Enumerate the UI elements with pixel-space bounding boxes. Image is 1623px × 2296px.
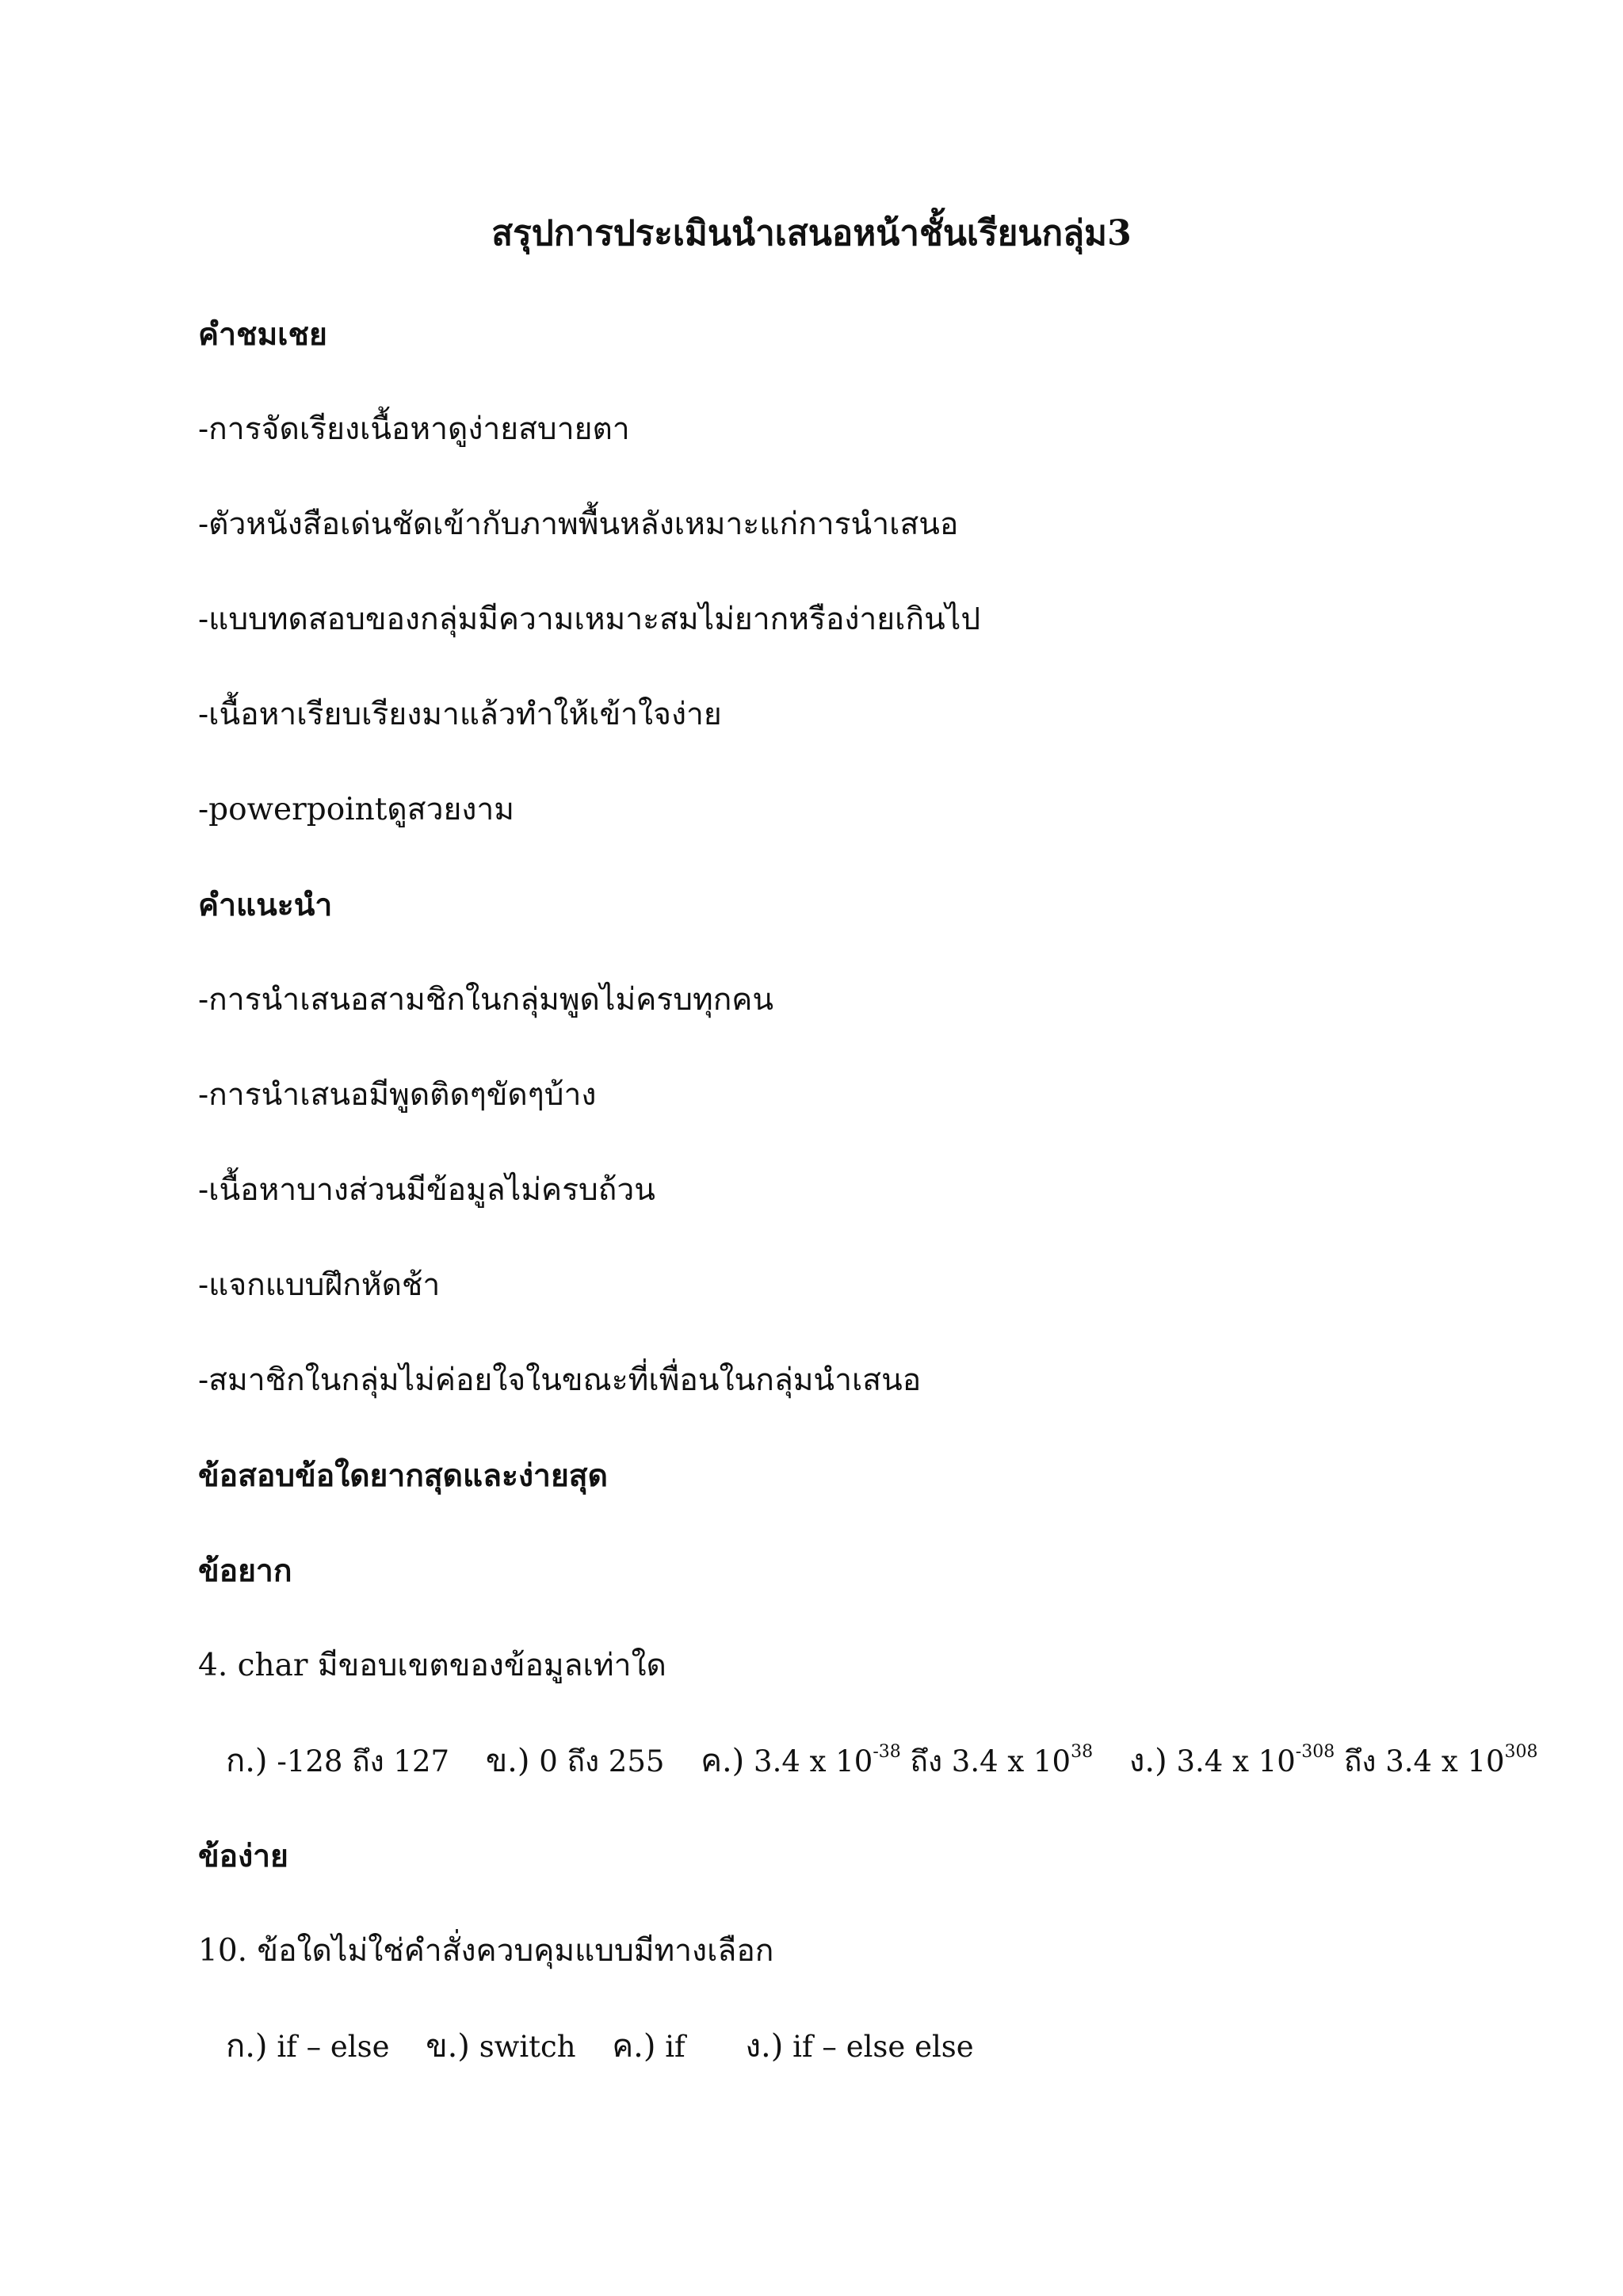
hard-question-label: ข้อยาก (198, 1553, 292, 1589)
choice-letter: ข.) (426, 2028, 470, 2065)
suggestion-item: -การนำเสนอสามชิกในกลุ่มพูดไม่ครบทุกคน (198, 982, 774, 1018)
praise-item: -การจัดเรียงเนื้อหาดูง่ายสบายตา (198, 411, 630, 447)
choice-base: 3.4 x 10 (1176, 1744, 1296, 1778)
choice-d (1129, 1742, 1538, 1781)
choice-letter: ก.) (226, 1743, 268, 1779)
choice-exponent: -38 (873, 1742, 901, 1762)
choice-text: if – else (277, 2030, 390, 2064)
choice-text: switch (479, 2030, 576, 2064)
choice-exponent: 308 (1504, 1742, 1538, 1762)
choice-letter: ค.) (701, 1743, 745, 1779)
choice-letter: ข.) (485, 1743, 530, 1779)
praise-item: -powerpointดูสวยงาม (198, 792, 514, 827)
choice-mid: ถึง 3.4 x 10 (900, 1744, 1071, 1778)
suggestion-item: -การนำเสนอมีพูดติดๆขัดๆบ้าง (198, 1077, 597, 1113)
choice-exponent: -308 (1295, 1742, 1335, 1762)
choice-mid: ถึง 3.4 x 10 (1335, 1744, 1505, 1778)
praise-item: -ตัวหนังสือเด่นชัดเข้ากับภาพพื้นหลังเหมาะแก่การนำเสนอ (198, 506, 959, 542)
choice-letter: ง.) (745, 2028, 784, 2065)
choice-letter: ก.) (226, 2028, 268, 2065)
choice-base: 3.4 x 10 (754, 1744, 873, 1778)
choice-a (226, 2027, 389, 2066)
easy-question: 10. ข้อใดไม่ใช่คำสั่งควบคุมแบบมีทางเลือก (198, 1933, 774, 1969)
suggestion-item: -แจกแบบฝึกหัดช้า (198, 1267, 441, 1303)
choice-text: 0 ถึง 255 (539, 1744, 665, 1778)
choice-letter: ง.) (1128, 1743, 1167, 1779)
praise-item: -เนื้อหาเรียบเรียงมาแล้วทำให้เข้าใจง่าย (198, 697, 722, 732)
choice-b (486, 1742, 665, 1781)
suggestion-item: -เนื้อหาบางส่วนมีข้อมูลไม่ครบถ้วน (198, 1172, 655, 1208)
page-title: สรุปการประเมินนำเสนอหน้าชั้นเรียนกลุ่ม3 (491, 213, 1132, 254)
suggestion-item: -สมาชิกในกลุ่มไม่ค่อยใจในขณะที่เพื่อนในกลุ่มนำเสนอ (198, 1362, 922, 1398)
choice-text: if (665, 2030, 685, 2064)
choice-text: if – else else (792, 2030, 974, 2064)
quiz-heading: ข้อสอบข้อใดยากสุดและง่ายสุด (198, 1457, 608, 1494)
praise-heading: คำชมเชย (198, 316, 327, 353)
choice-d (746, 2027, 974, 2066)
choice-letter: ค.) (612, 2028, 656, 2065)
hard-question: 4. char มีขอบเขตของข้อมูลเท่าใด (198, 1648, 666, 1683)
suggestions-heading: คำแนะนำ (198, 887, 333, 923)
choice-b (426, 2027, 575, 2066)
choice-text: -128 ถึง 127 (277, 1744, 450, 1778)
choice-exponent: 38 (1071, 1742, 1094, 1762)
easy-choices (226, 2027, 974, 2066)
choice-a (226, 1742, 449, 1781)
choice-c (701, 1742, 1093, 1781)
choice-c (612, 2027, 685, 2066)
easy-question-label: ข้อง่าย (198, 1838, 288, 1874)
hard-choices (226, 1742, 1538, 1781)
praise-item: -แบบทดสอบของกลุ่มมีความเหมาะสมไม่ยากหรือง่ายเกินไป (198, 602, 981, 637)
